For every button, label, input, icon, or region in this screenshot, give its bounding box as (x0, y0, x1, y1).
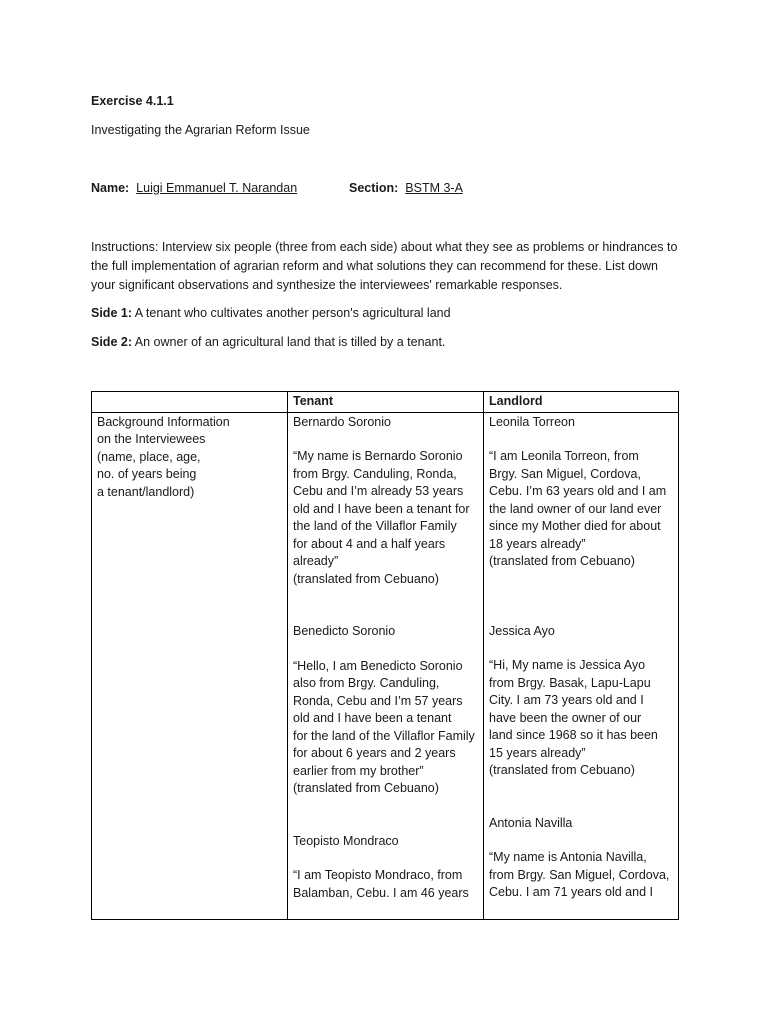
landlord-cell (484, 412, 679, 919)
section-label: Section: (349, 181, 399, 195)
student-info (91, 180, 691, 198)
instructions-text: Instructions: Interview six people (three from each side) about what they see as problems or hindrances to the full implementation of agrarian reform and what solutions they can recommend for these. List down your significant observations and synthesize the interviewees' remarkable responses. (91, 240, 678, 292)
table-header-row (92, 392, 679, 413)
side-2-text: An owner of an agricultural land that is tilled by a tenant. (134, 335, 446, 349)
header-tenant: Tenant (288, 392, 484, 413)
header-blank (92, 392, 288, 413)
exercise-subtitle: Investigating the Agrarian Reform Issue (91, 123, 310, 137)
section-value: BSTM 3-A (405, 181, 463, 195)
name-value: Luigi Emmanuel T. Narandan (136, 181, 298, 195)
row-label: Background Information on the Interviewees (name, place, age, no. of years being a tenant/landlord) (97, 414, 230, 499)
side-1-line (91, 305, 451, 323)
landlord-1-quote: “I am Leonila Torreon, from Brgy. San Miguel, Cordova, Cebu. I’m 63 years old and I am the land owner of our land ever since my Mother died for about 18 years already” (translated from Cebuano) (489, 449, 667, 568)
landlord-2-quote: “Hi, My name is Jessica Ayo from Brgy. Basak, Lapu-Lapu City. I am 73 years old and I have been the owner of our land since 1968 so it has been 15 years already” (translated from Cebuano) (489, 658, 658, 777)
table-row (92, 412, 679, 919)
side-1-text: A tenant who cultivates another person's agricultural land (134, 306, 451, 320)
landlord-3-quote: “My name is Antonia Navilla, from Brgy. San Miguel, Cordova, Cebu. I am 71 years old and I (489, 850, 670, 899)
side-1-label: Side 1: (91, 306, 132, 320)
landlord-2-name: Jessica Ayo (489, 623, 555, 638)
name-block (91, 181, 297, 195)
tenant-3-quote: “I am Teopisto Mondraco, from Balamban, Cebu. I am 46 years (293, 868, 469, 900)
landlord-1-name: Leonila Torreon (489, 414, 575, 429)
tenant-cell (288, 412, 484, 919)
landlord-3-name: Antonia Navilla (489, 815, 573, 830)
tenant-3-name: Teopisto Mondraco (293, 833, 399, 848)
side-2-label: Side 2: (91, 335, 132, 349)
section-block (349, 180, 463, 198)
header-landlord: Landlord (484, 392, 679, 413)
name-label: Name: (91, 181, 130, 195)
tenant-2-quote: “Hello, I am Benedicto Soronio also from Brgy. Canduling, Ronda, Cebu and I’m 57 years old and I have been a tenant for the land of the Villaflor Family for about 6 years and 2 years earlier from my brother” (translated from Cebuano) (293, 658, 475, 795)
interview-table (91, 391, 679, 920)
exercise-title: Exercise 4.1.1 (91, 94, 174, 108)
row-label-cell (92, 412, 288, 919)
tenant-1-quote: “My name is Bernardo Soronio from Brgy. Canduling, Ronda, Cebu and I’m already 53 years old and I have been a tenant for the land of the Villaflor Family for about 4 and a half years already” (translated from Cebuano) (293, 449, 470, 586)
side-2-line (91, 334, 445, 352)
tenant-1-name: Bernardo Soronio (293, 414, 391, 429)
tenant-2-name: Benedicto Soronio (293, 624, 396, 638)
